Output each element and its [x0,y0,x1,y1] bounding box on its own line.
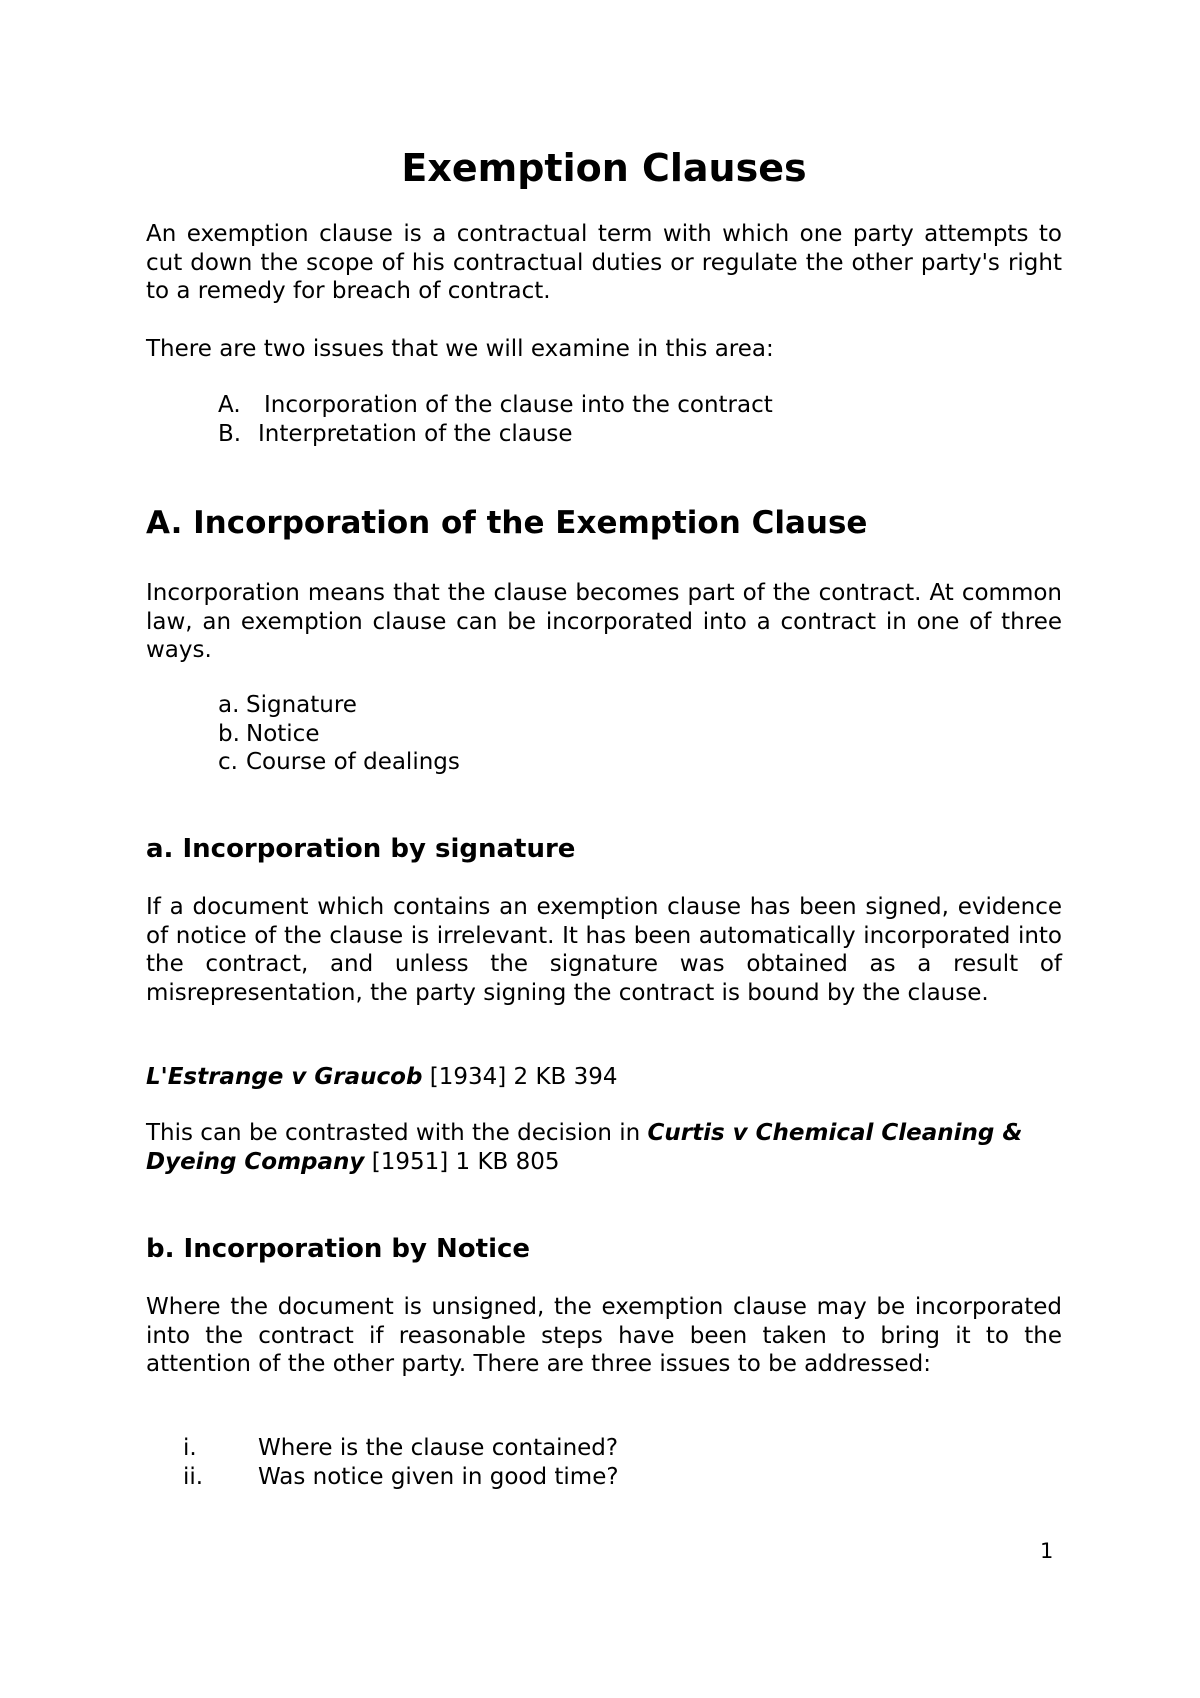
list-item-text: Where is the clause contained? [258,1435,619,1461]
document-title: Exemption Clauses [401,146,807,190]
case-reference: [1951] 1 KB 805 [364,1148,560,1175]
page-number: 1 [1040,1539,1054,1563]
case-citation [146,1063,1062,1092]
list-item-text: Signature [246,692,357,718]
list-item [183,1463,619,1492]
section-a-heading: A. Incorporation of the Exemption Clause [146,505,868,541]
list-item-text: Course of dealings [246,749,460,775]
list-item [218,420,773,449]
list-marker: b. [218,720,240,747]
subsection-a-paragraph: If a document which contains an exemption clause has been signed, evidence of notice of the clause is irrelevant. It has been automatically incorporated into the contract, and unless the signature was obtained as a result of misrepresentation, the party signing the contract is bound by the clause. [146,894,1062,1006]
case-name: Curtis v Chemical Cleaning & Dyeing Company [146,1120,1023,1175]
list-marker: B. [218,420,242,447]
subsection-a-heading: a. Incorporation by signature [146,834,576,864]
list-item [218,720,460,749]
list-marker: ii. [183,1463,204,1490]
list-item-text: Interpretation of the clause [258,420,573,447]
case-reference: [1934] 2 KB 394 [422,1064,618,1090]
list-item-text: Notice [246,720,320,747]
list-item-text: Incorporation of the clause into the contract [264,392,773,418]
list-marker: a. [218,692,240,718]
questions-list [183,1434,619,1491]
subsection-b-paragraph: Where the document is unsigned, the exemption clause may be incorporated into the contract if reasonable steps have been taken to bring it to the attention of the other party. There are three issues to be addressed: [146,1294,1062,1377]
intro-paragraph: An exemption clause is a contractual term with which one party attempts to cut down the scope of his contractual duties or regulate the other party's right to a remedy for breach of contract. [146,221,1062,304]
issues-lead: There are two issues that we will examine in this area: [146,336,774,362]
contrast-lead: This can be contrasted with the decision in [146,1120,648,1146]
list-marker: c. [218,749,238,775]
list-item [218,691,460,720]
list-marker: i. [183,1435,197,1461]
ways-list [218,691,460,777]
list-item [218,748,460,777]
section-a-paragraph: Incorporation means that the clause becomes part of the contract. At common law, an exemption clause can be incorporated into a contract in one of three ways. [146,580,1062,663]
contrast-paragraph [146,1119,1062,1176]
case-name: L'Estrange v Graucob [146,1064,423,1090]
list-marker: A. [218,392,241,418]
list-item [218,391,773,420]
subsection-b-heading: b. Incorporation by Notice [146,1234,531,1264]
issues-list [218,391,773,448]
list-item [183,1434,619,1463]
list-item-text: Was notice given in good time? [258,1463,619,1490]
